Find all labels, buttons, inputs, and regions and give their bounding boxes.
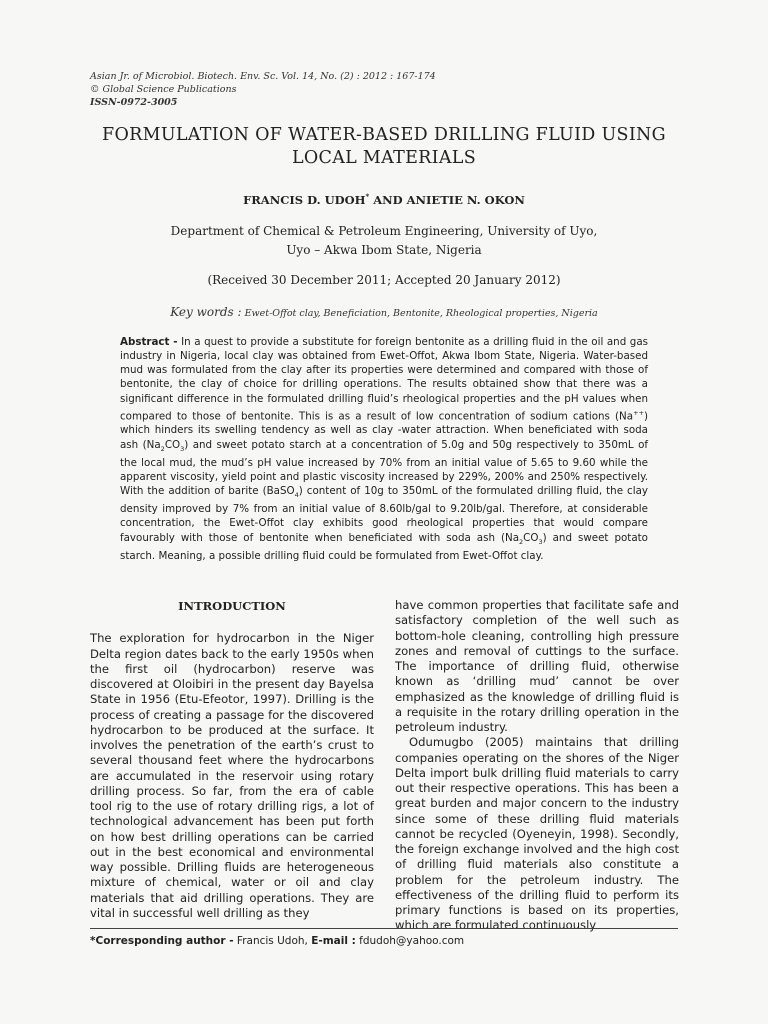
abstract-text-2: ) which hinders its swelling tendency as well as clay -water attraction. When beneficiated with soda ash (Na xyxy=(120,410,648,451)
intro-paragraph-continued: have common properties that facilitate safe and satisfactory completion of the well such as bottom-hole cleaning, controlling high pressure zones and removal of cuttings to the surface. The importance of drilling fluid, otherwise known as ‘drilling mud’ cannot be over emphasized as the knowledge of drilling fluid is a requisite in the rotary drilling operation in the petroleum industry. xyxy=(395,598,679,734)
abstract-sub-d: 2 xyxy=(519,537,524,546)
keywords-text: Ewet-Offot clay, Beneficiation, Bentonite, Rheological properties, Nigeria xyxy=(244,308,598,319)
affiliation-line-2: Uyo – Akwa Ibom State, Nigeria xyxy=(286,243,482,257)
journal-header xyxy=(90,70,436,109)
abstract-text-3: CO xyxy=(164,438,181,451)
affiliation xyxy=(90,222,678,260)
author-first: FRANCIS D. UDOH xyxy=(243,192,366,207)
abstract-sub-a: 2 xyxy=(160,444,165,453)
abstract-sub-b: 3 xyxy=(180,444,185,453)
journal-issn: ISSN-0972-3005 xyxy=(90,97,178,108)
footnote-name: Francis Udoh, xyxy=(233,935,312,947)
corresponding-mark: * xyxy=(365,192,370,201)
abstract-text-4: ) and sweet potato starch at a concentration of 5.0g and 50g respectively to 350mL of the local mud, the mud’s pH value increased by 70% from an initial value of 5.65 to 9.60 while the apparent viscosity, yield point and plastic viscosity increased by 229%, 200% and 250% respectively. With the addition of barite (BaSO xyxy=(120,438,648,498)
abstract-text-7: ) and sweet potato starch. Meaning, a possible drilling fluid could be formulated from Ewet-Offot clay. xyxy=(120,531,648,562)
column-right xyxy=(395,598,679,934)
abstract-sup-1: ++ xyxy=(633,408,644,417)
abstract-sub-c: 4 xyxy=(294,491,299,500)
abstract-text-5: ) content of 10g to 350mL of the formulated drilling fluid, the clay density improved by 7% from an initial value of 8.60lb/gal to 9.20lb/gal. Therefore, at considerable concentration, the Ewet-Offot clay exhibits good rheological properties that would compare favourably with those of bentonite when beneficiated with soda ash (Na xyxy=(120,485,648,544)
abstract-text-6: CO xyxy=(523,531,539,544)
abstract-sub-e: 3 xyxy=(538,537,543,546)
abstract-text-1: In a quest to provide a substitute for foreign bentonite as a drilling fluid in the oil and gas industry in Nigeria, local clay was obtained from Ewet-Offot, Akwa Ibom State, Nigeria. Water-based mud was formulated from the clay after its properties were determined and compared with those of bentonite, the clay of choice for drilling operations. The results obtained show that there was a significant difference in the formulated drilling fluid’s rheological properties and the pH values when compared to those of bentonite. This is as a result of low concentration of sodium cations (Na xyxy=(120,336,648,423)
author-rest: AND ANIETIE N. OKON xyxy=(369,192,525,207)
author-list xyxy=(90,192,678,207)
paper-title xyxy=(90,124,678,170)
column-left xyxy=(90,596,374,921)
affiliation-line-1: Department of Chemical & Petroleum Engineering, University of Uyo, xyxy=(170,224,598,238)
keywords xyxy=(90,305,678,319)
title-line-1: FORMULATION OF WATER-BASED DRILLING FLUID USING xyxy=(102,125,666,145)
intro-paragraph-2: Odumugbo (2005) maintains that drilling companies operating on the shores of the Niger Delta import bulk drilling fluid materials to carry out their respective operations. This has been a great burden and major concern to the industry since some of these drilling fluid materials cannot be recycled (Oyeneyin, 1998). Secondly, the foreign exchange involved and the high cost of drilling fluid materials also constitute a problem for the petroleum industry. The effectiveness of the drilling fluid to perform its primary functions is based on its properties, which are formulated continuously xyxy=(395,735,679,933)
footnote-email[interactable]: fdudoh@yahoo.com xyxy=(355,935,465,947)
footnote-divider xyxy=(90,928,678,929)
journal-citation: Asian Jr. of Microbiol. Biotech. Env. Sc. Vol. 14, No. (2) : 2012 : 167-174 xyxy=(90,71,436,82)
footnote-label: *Corresponding author - xyxy=(90,935,234,947)
title-line-2: LOCAL MATERIALS xyxy=(291,148,477,168)
intro-paragraph-1: The exploration for hydrocarbon in the Niger Delta region dates back to the early 1950s when the first oil (hydrocarbon) reserve was discovered at Oloibiri in the present day Bayelsa State in 1956 (Etu-Efeotor, 1997). Drilling is the process of creating a passage for the discovered hydrocarbon to be produced at the surface. It involves the penetration of the earth’s crust to several thousand feet where the hydrocarbons are accumulated in the reservoir using rotary drilling process. So far, from the era of cable tool rig to the use of rotary drilling rigs, a lot of technological advancement has been put forth on how best drilling operations can be carried out in the best economical and environmental way possible. Drilling fluids are heterogeneous mixture of chemical, water or oil and clay materials that aid drilling operations. They are vital in successful well drilling as they xyxy=(90,631,374,920)
footnote-email-label: E-mail : xyxy=(311,935,356,947)
journal-publisher: © Global Science Publications xyxy=(90,84,237,95)
received-dates: (Received 30 December 2011; Accepted 20 January 2012) xyxy=(207,273,561,287)
abstract-label: Abstract - xyxy=(120,336,178,348)
footnote xyxy=(90,935,464,947)
section-heading-introduction: INTRODUCTION xyxy=(178,599,286,613)
abstract xyxy=(120,335,648,563)
keywords-label: Key words : xyxy=(170,305,242,319)
